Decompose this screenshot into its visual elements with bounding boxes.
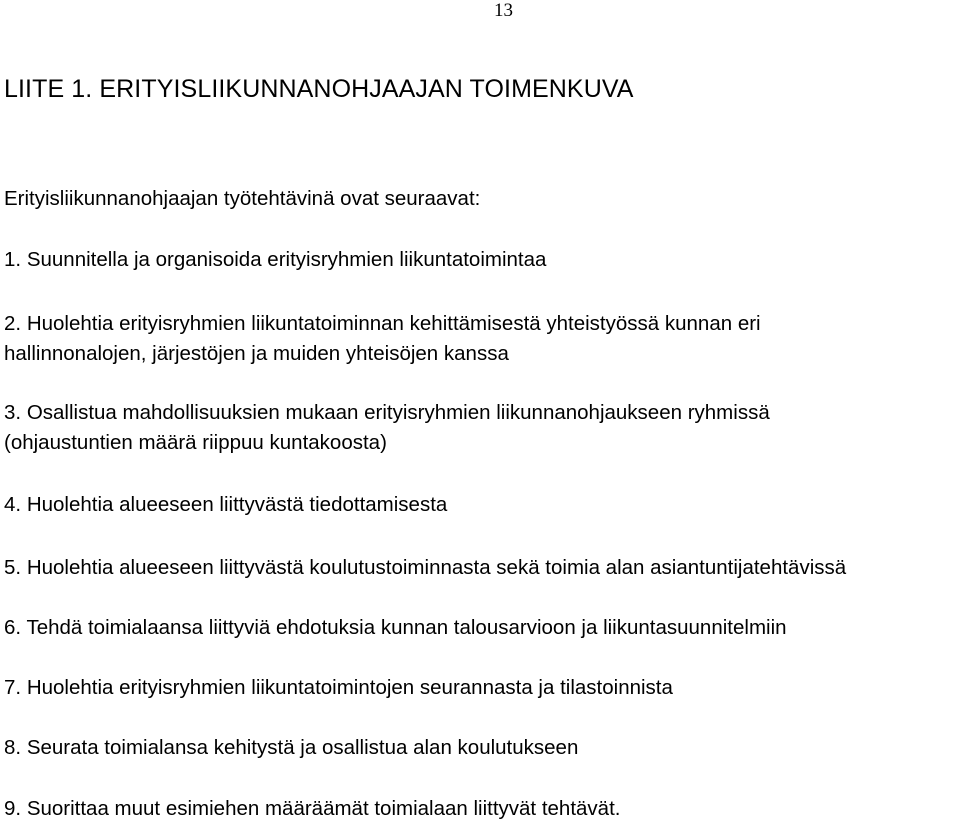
document-heading: LIITE 1. ERITYISLIIKUNNANOHJAAJAN TOIMENKUVA [4, 75, 634, 103]
task-text-continued: hallinnonalojen, järjestöjen ja muiden yhteisöjen kanssa [4, 342, 509, 365]
task-text: Tehdä toimialaansa liittyviä ehdotuksia kunnan talousarvioon ja liikuntasuunnitelmiin [26, 616, 787, 639]
task-number: 7. [4, 676, 22, 699]
task-text: Osallistua mahdollisuuksien mukaan erityisryhmien liikunnanohjaukseen ryhmissä [26, 401, 770, 424]
task-number: 4. [4, 493, 22, 516]
task-item-7 [4, 673, 673, 703]
task-item-1 [4, 245, 546, 275]
page-number: 13 [494, 0, 513, 21]
task-number: 8. [4, 736, 22, 759]
task-text: Suorittaa muut esimiehen määräämät toimialaan liittyvät tehtävät. [26, 797, 621, 820]
task-number: 9. [4, 797, 22, 820]
task-text: Seurata toimialansa kehitystä ja osallistua alan koulutukseen [26, 736, 579, 759]
task-item-4 [4, 490, 447, 520]
task-text: Huolehtia erityisryhmien liikuntatoimintojen seurannasta ja tilastoinnista [26, 676, 673, 699]
task-item-8 [4, 733, 578, 763]
task-number: 1. [4, 248, 22, 271]
task-number: 2. [4, 312, 22, 335]
task-text: Suunnitella ja organisoida erityisryhmien liikuntatoimintaa [26, 248, 547, 271]
task-item-3 [4, 398, 770, 458]
task-item-5 [4, 553, 846, 583]
task-item-6 [4, 613, 787, 643]
task-text: Huolehtia alueeseen liittyvästä koulutustoiminnasta sekä toimia alan asiantuntijatehtävissä [26, 556, 847, 579]
task-number: 5. [4, 556, 22, 579]
task-text-continued: (ohjaustuntien määrä riippuu kuntakoosta) [4, 431, 387, 454]
intro-text: Erityisliikunnanohjaajan työtehtävinä ovat seuraavat: [4, 187, 481, 210]
task-item-9 [4, 794, 620, 824]
task-text: Huolehtia erityisryhmien liikuntatoiminnan kehittämisestä yhteistyössä kunnan eri [26, 312, 761, 335]
task-text: Huolehtia alueeseen liittyvästä tiedottamisesta [26, 493, 448, 516]
task-number: 3. [4, 401, 22, 424]
task-number: 6. [4, 616, 22, 639]
task-item-2 [4, 309, 761, 369]
